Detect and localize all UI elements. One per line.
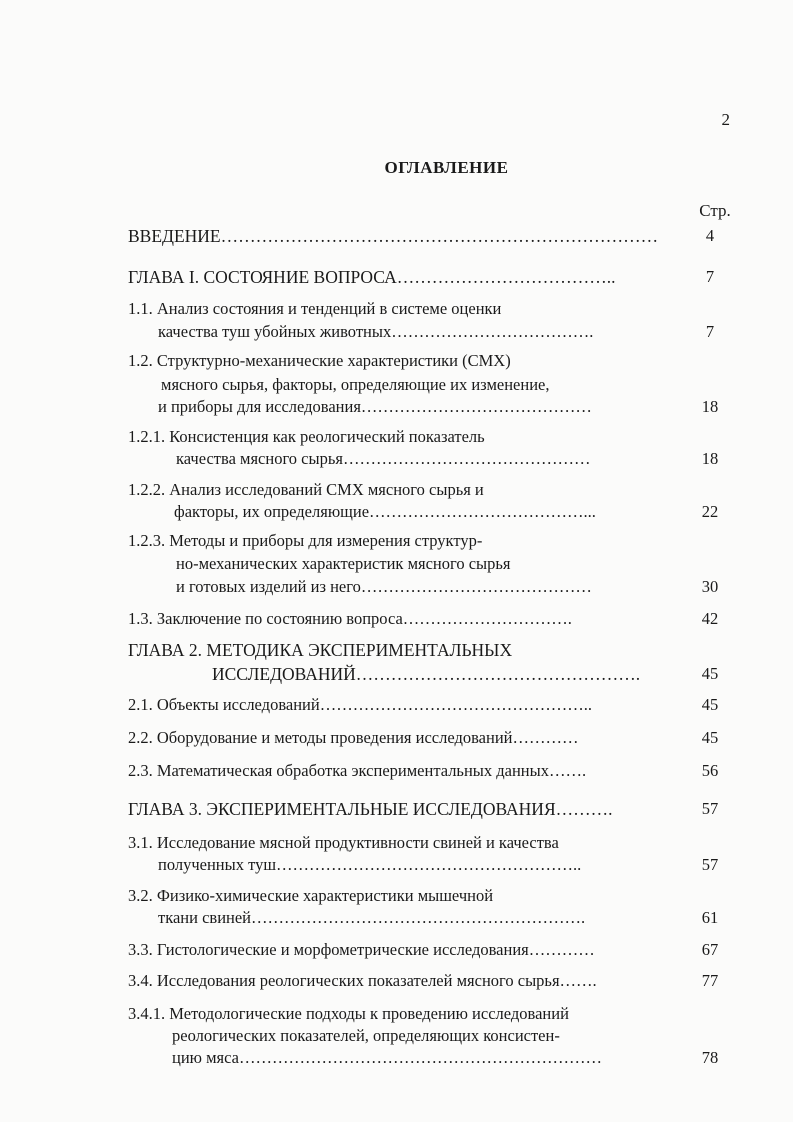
toc-entry-title-cont: ткани свиней……………………………………………………. (158, 908, 586, 927)
toc-entry-page: 78 (701, 1048, 719, 1067)
toc-entry-title-cont: и готовых изделий из него…………………………………… (176, 577, 592, 596)
toc-entry-title: 2.3. Математическая обработка экспериментальных данных……. (128, 761, 587, 780)
toc-entry-title-cont: мясного сырья, факторы, определяющие их изменение, (161, 375, 550, 394)
toc-entry-page: 45 (701, 664, 719, 683)
toc-entry-title-cont: качества мясного сырья……………………………………… (176, 449, 591, 468)
toc-entry-title: 3.4.1. Методологические подходы к проведению исследований (128, 1004, 569, 1023)
toc-entry-title: 2.1. Объекты исследований………………………………………….. (128, 695, 592, 714)
toc-entry-page: 18 (701, 397, 719, 416)
toc-entry-page: 61 (701, 908, 719, 927)
toc-entry-title: 1.2.3. Методы и приборы для измерения структур- (128, 531, 483, 550)
toc-entry-title-cont: реологических показателей, определяющих консистен- (172, 1026, 560, 1045)
toc-entry-title: ГЛАВА I. СОСТОЯНИЕ ВОПРОСА……………………………….. (128, 267, 616, 287)
toc-entry-page: 18 (701, 449, 719, 468)
toc-entry-title-cont: и приборы для исследования…………………………………… (158, 397, 592, 416)
toc-entry-title: 3.4. Исследования реологических показателей мясного сырья……. (128, 971, 597, 990)
toc-entry-title-cont: но-механических характеристик мясного сырья (176, 554, 511, 573)
page-number: 2 (721, 110, 730, 129)
toc-entry-page: 57 (701, 799, 719, 818)
toc-entry-page: 77 (701, 971, 719, 990)
toc-entry-title: ГЛАВА 2. МЕТОДИКА ЭКСПЕРИМЕНТАЛЬНЫХ (128, 640, 513, 660)
toc-entry-page: 56 (701, 761, 719, 780)
page-title: ОГЛАВЛЕНИЕ (384, 158, 509, 177)
toc-entry-title-cont: цию мяса………………………………………………………… (172, 1048, 602, 1067)
toc-entry-title: 1.1. Анализ состояния и тенденций в системе оценки (128, 299, 502, 318)
toc-entry-page: 42 (701, 609, 719, 628)
toc-entry-title: 2.2. Оборудование и методы проведения исследований………… (128, 728, 579, 747)
toc-entry-page: 67 (701, 940, 719, 959)
toc-entry-title: 1.2. Структурно-механические характеристики (СМХ) (128, 351, 511, 370)
toc-entry-page: 7 (705, 267, 715, 286)
toc-entry-title: ГЛАВА 3. ЭКСПЕРИМЕНТАЛЬНЫЕ ИССЛЕДОВАНИЯ………. (128, 799, 613, 819)
toc-entry-title: 3.2. Физико-химические характеристики мышечной (128, 886, 494, 905)
toc-entry-page: 22 (701, 502, 719, 521)
toc-entry-title-cont: ИССЛЕДОВАНИЙ…………………………………………. (212, 664, 641, 684)
toc-entry-page: 57 (701, 855, 719, 874)
toc-entry-title-cont: качества туш убойных животных………………………………. (158, 322, 594, 341)
toc-entry-page: 4 (705, 226, 715, 245)
toc-entry-title: 1.2.1. Консистенция как реологический показатель (128, 427, 485, 446)
toc-entry-title-cont: полученных туш……………………………………………….. (158, 855, 582, 874)
toc-entry-title: 1.3. Заключение по состоянию вопроса…………………………. (128, 609, 572, 628)
toc-entry-title-cont: факторы, их определяющие…………………………………... (174, 502, 596, 521)
toc-entry-page: 45 (701, 728, 719, 747)
toc-entry-page: 45 (701, 695, 719, 714)
toc-entry-title: ВВЕДЕНИЕ………………………………………………………………… (128, 226, 659, 246)
toc-entry-page: 30 (701, 577, 719, 596)
toc-entry-title: 3.1. Исследование мясной продуктивности свиней и качества (128, 833, 559, 852)
toc-entry-title: 1.2.2. Анализ исследований СМХ мясного сырья и (128, 480, 484, 499)
toc-entry-page: 7 (705, 322, 715, 341)
toc-entry-title: 3.3. Гистологические и морфометрические исследования………… (128, 940, 595, 959)
pages-column-header: Стр. (699, 201, 731, 220)
